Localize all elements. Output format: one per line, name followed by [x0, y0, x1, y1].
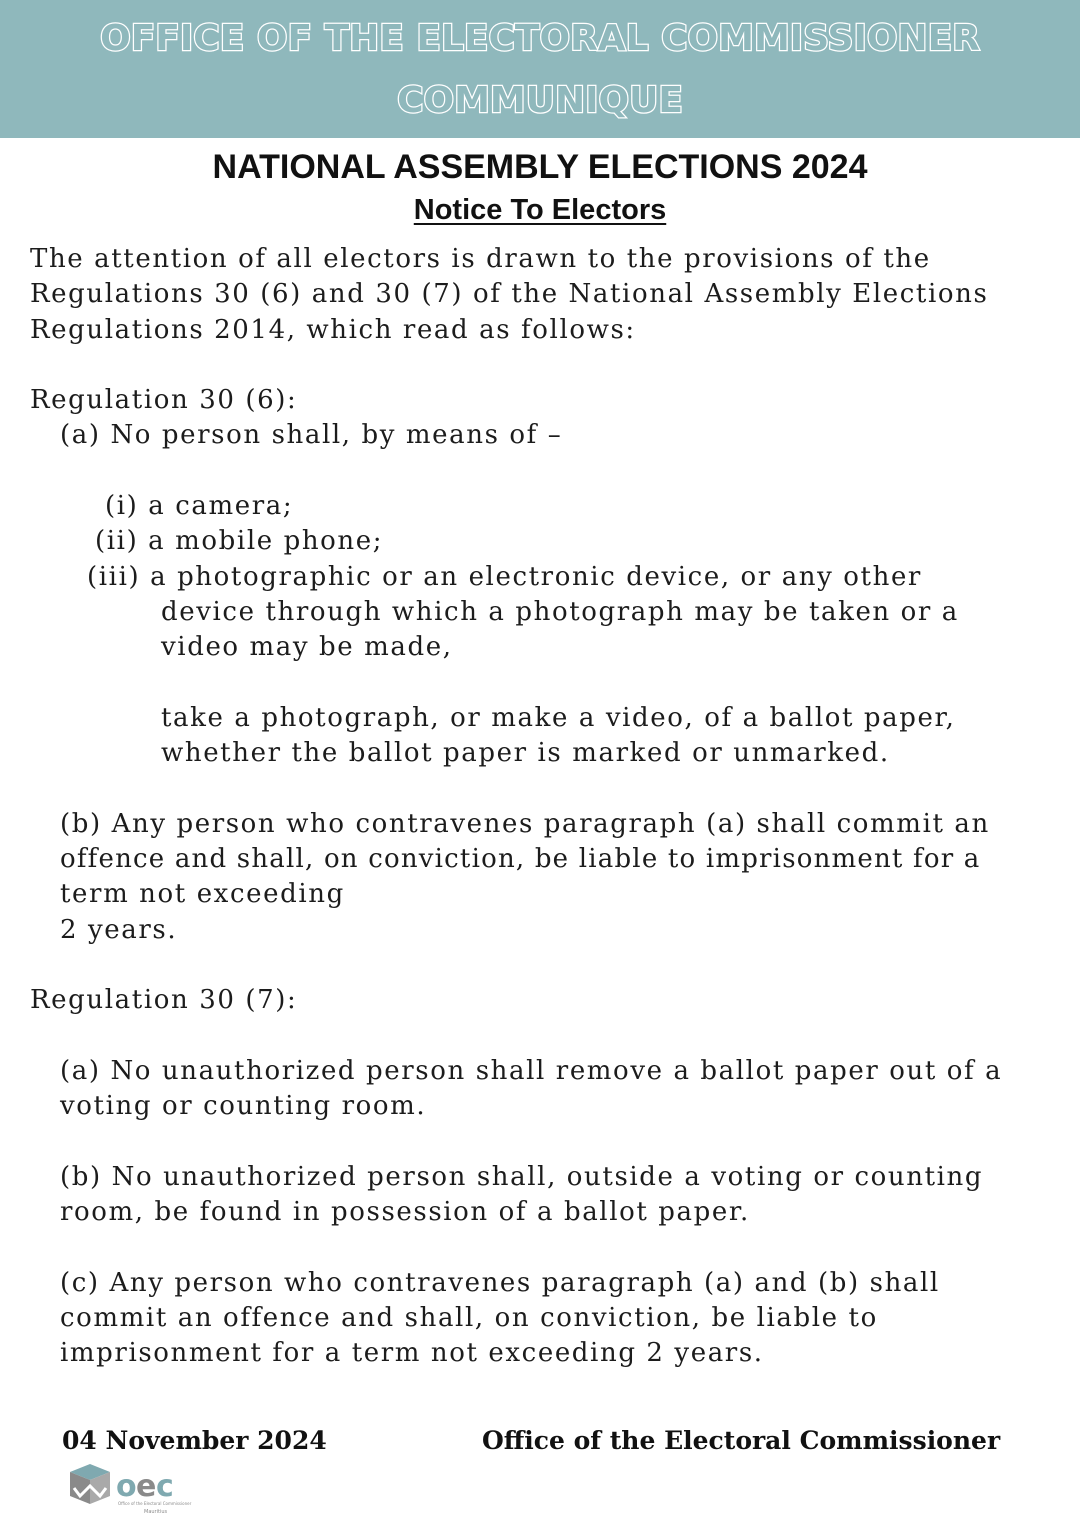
- oec-logo: [66, 1458, 206, 1518]
- notice-subtitle: Notice To Electors: [413, 194, 667, 226]
- regulation-6-b: (b) Any person who contravenes paragraph (a) shall commit an: [60, 808, 990, 839]
- svg-text:Mauritius: Mauritius: [144, 1509, 168, 1515]
- regulation-6-a-conclusion: whether the ballot paper is marked or unmarked.: [161, 738, 890, 769]
- notice-signature: Office of the Electoral Commissioner: [482, 1426, 1001, 1455]
- intro-line: Regulations 2014, which read as follows:: [30, 314, 636, 345]
- header-title: OFFICE OF THE ELECTORAL COMMISSIONER: [100, 18, 980, 59]
- intro-line: The attention of all electors is drawn to the provisions of the: [30, 244, 931, 274]
- regulation-7-heading: Regulation 30 (7):: [30, 985, 298, 1016]
- header-subtitle: COMMUNIQUE: [397, 80, 683, 121]
- regulation-6-b: offence and shall, on conviction, be liable to imprisonment for a: [60, 844, 981, 875]
- regulation-6-a-intro: (a) No person shall, by means of –: [60, 420, 563, 451]
- regulation-6-item-iii-cont: video may be made,: [161, 632, 453, 663]
- regulation-7-c: imprisonment for a term not exceeding 2 years.: [60, 1338, 764, 1369]
- regulation-7-a: voting or counting room.: [60, 1091, 427, 1122]
- ballot-box-icon: [66, 1458, 206, 1518]
- intro-line: Regulations 30 (6) and 30 (7) of the National Assembly Elections: [30, 279, 989, 310]
- header-banner: [0, 0, 1080, 138]
- svg-text:Office of the Electoral Commis: Office of the Electoral Commissioner: [118, 1501, 192, 1506]
- svg-text:e: e: [136, 1469, 157, 1504]
- regulation-7-c: (c) Any person who contravenes paragraph (a) and (b) shall: [60, 1267, 940, 1298]
- regulation-6-item-iii: (iii) a photographic or an electronic device, or any other: [87, 561, 922, 592]
- regulation-6-item-ii: (ii) a mobile phone;: [95, 526, 384, 557]
- regulation-6-b: term not exceeding: [60, 879, 345, 910]
- regulation-7-a: (a) No unauthorized person shall remove a ballot paper out of a: [60, 1055, 1003, 1086]
- regulation-6-a-conclusion: take a photograph, or make a video, of a ballot paper,: [161, 702, 956, 733]
- notice-body: [30, 242, 1060, 1372]
- notice-date: 04 November 2024: [62, 1426, 327, 1455]
- regulation-6-heading: Regulation 30 (6):: [30, 385, 298, 416]
- regulation-7-b: (b) No unauthorized person shall, outside a voting or counting: [60, 1161, 984, 1192]
- regulation-6-item-i: (i) a camera;: [105, 491, 294, 522]
- svg-text:c: c: [156, 1469, 174, 1504]
- regulation-7-b: room, be found in possession of a ballot paper.: [60, 1197, 750, 1228]
- regulation-6-item-iii-cont: device through which a photograph may be taken or a: [161, 596, 959, 627]
- notice-title: NATIONAL ASSEMBLY ELECTIONS 2024: [212, 148, 868, 186]
- regulation-6-b: 2 years.: [60, 914, 178, 945]
- svg-text:o: o: [116, 1469, 137, 1504]
- regulation-7-c: commit an offence and shall, on conviction, be liable to: [60, 1302, 878, 1333]
